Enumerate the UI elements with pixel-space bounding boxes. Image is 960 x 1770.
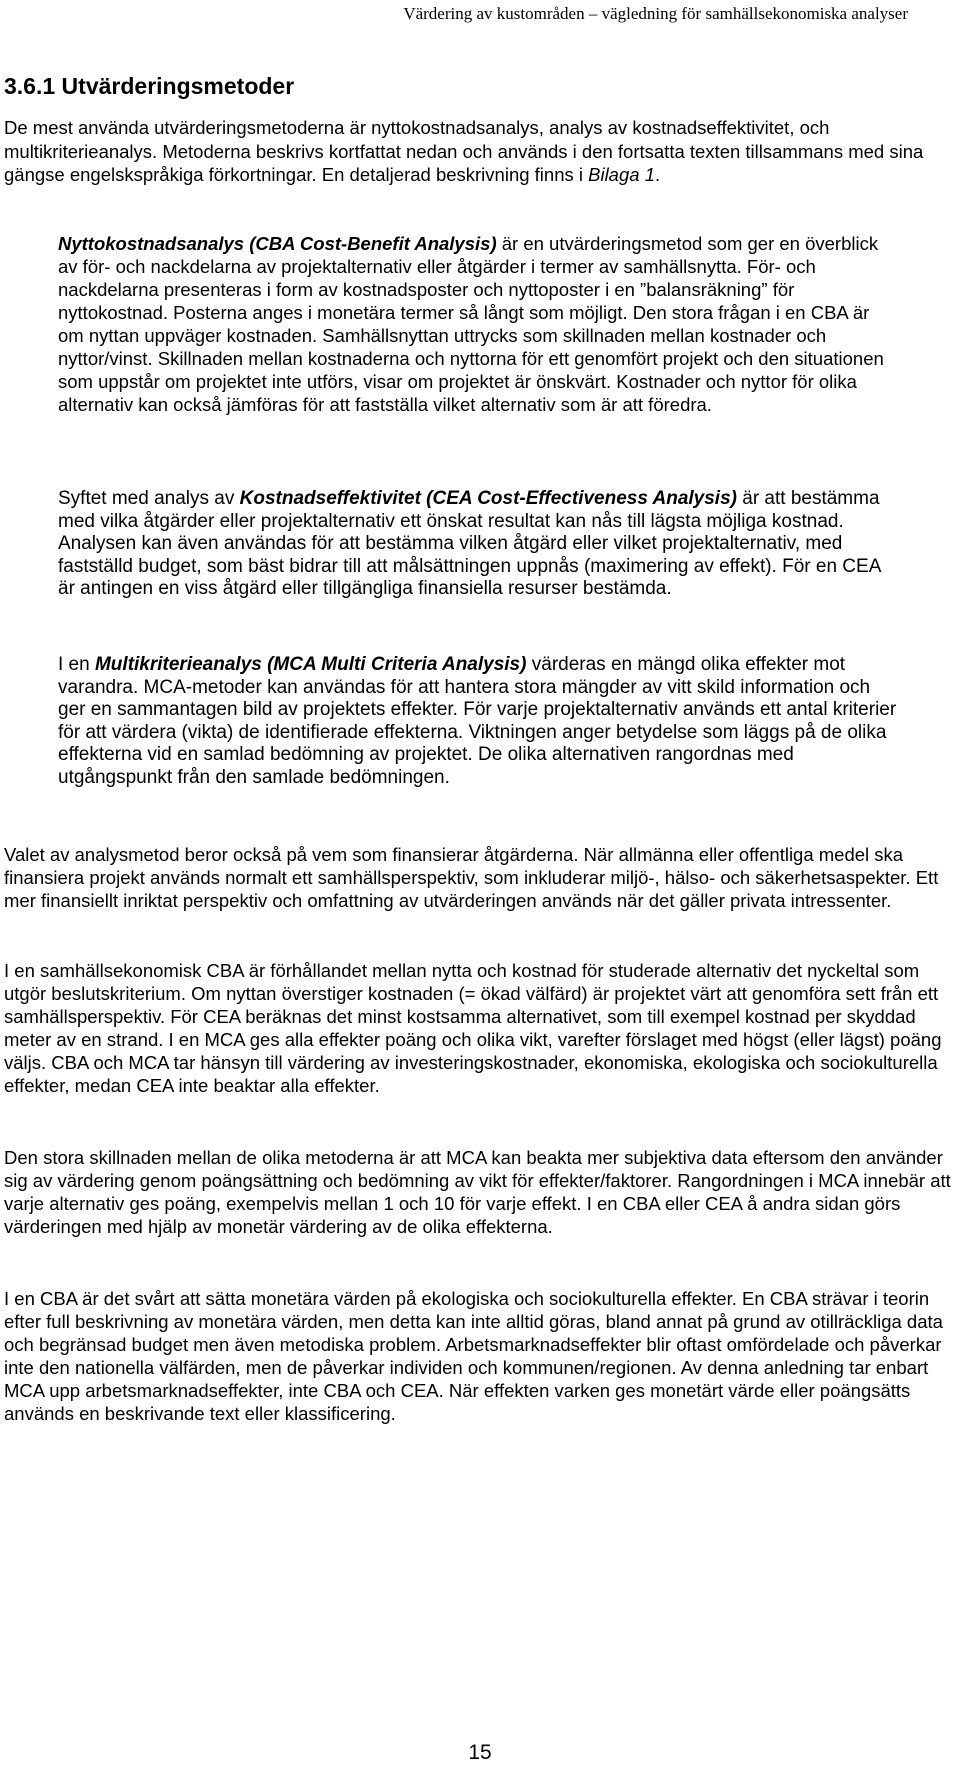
- intro-paragraph: [4, 116, 949, 187]
- section-heading: 3.6.1 Utvärderingsmetoder: [4, 73, 295, 99]
- mca-term: Multikriterieanalys (MCA Multi Criteria Analysis): [94, 654, 527, 675]
- cba-term: Nyttokostnadsanalys (CBA Cost-Benefit Analysis): [58, 233, 497, 254]
- method-difference-paragraph: Den stora skillnaden mellan de olika metoderna är att MCA kan beakta mer subjektiva data eftersom den använder sig av värdering genom poängsättning och bedömning av vikt för effekter/faktorer. Rangordningen i MCA innebär att varje alternativ ges poäng, exempelvis mellan 1 och 10 för varje effekt. I en CBA eller CEA å andra sidan görs värderingen med hjälp av monetär värdering av de olika effekterna.: [4, 1147, 951, 1237]
- mca-paragraph: [58, 654, 898, 789]
- mca-text: värderas en mängd olika effekter mot varandra. MCA-metoder kan användas för att hantera stora mängder av vitt skild information och ger en sammantagen bild av projektets effekter. För varje projektalternativ används ett antal kriterier för att värdera (vikta) de identifierade effekterna. Viktningen anger betydelse som läggs på de olika effekterna vid en samlad bedömning av projektet. De olika alternativen rangordnas med utgångspunkt från den samlade bedömningen.: [58, 654, 897, 788]
- decision-criteria-paragraph: I en samhällsekonomisk CBA är förhållandet mellan nytta och kostnad för studerade alternativ det nyckeltal som utgör beslutskriterium. Om nyttan överstiger kostnaden (= ökad välfärd) är projektet värt att genomföra sett från ett samhällsperspektiv. För CEA beräknas det minst kostsamma alternativet, som till exempel kostnad per skyddad meter av en strand. I en MCA ges alla effekter poäng och olika vikt, varefter förslaget med högst (eller lägst) poäng väljs. CBA och MCA tar hänsyn till värdering av investeringskostnader, ekonomiska, ekologiska och sociokulturella effekter, medan CEA inte beaktar alla effekter.: [4, 960, 942, 1096]
- cea-text: är att bestämma med vilka åtgärder eller projektalternativ ett önskat resultat kan nås till lägsta möjliga kostnad. Analysen kan även användas för att bestämma vilken åtgärd eller vilket projektalternativ, med fastställd budget, som bäst bidrar till att målsättningen uppnås (maximering av effekt). För en CEA är antingen en viss åtgärd eller tillgängliga finansiella resurser bestämda.: [58, 488, 881, 599]
- cba-paragraph: [58, 232, 898, 416]
- page-number: 15: [468, 1741, 492, 1764]
- cea-paragraph: [58, 488, 898, 601]
- financing-paragraph: Valet av analysmetod beror också på vem som finansierar åtgärderna. När allmänna eller offentliga medel ska finansiera projekt används normalt ett samhällsperspektiv, som inkluderar miljö-, hälso- och säkerhetsaspekter. Ett mer finansiellt inriktat perspektiv och omfattning av utvärderingen används när det gäller privata intressenter.: [4, 844, 939, 911]
- intro-end: .: [654, 164, 661, 185]
- cea-term: Kostnadseffektivitet (CEA Cost-Effectiveness Analysis): [239, 488, 737, 509]
- intro-text: De mest använda utvärderingsmetoderna är nyttokostnadsanalys, analys av kostnadseffektivitet, och multikriterieanalys. Metoderna beskrivs kortfattat nedan och används i den fortsatta texten tillsammans med sina gängse engelskspråkiga förkortningar. En detaljerad beskrivning finns i: [4, 117, 924, 185]
- appendix-reference: Bilaga 1: [588, 164, 655, 185]
- cea-lead: Syftet med analys av: [58, 488, 240, 509]
- cba-limitations-paragraph: I en CBA är det svårt att sätta monetära värden på ekologiska och sociokulturella effekter. En CBA strävar i teorin efter full beskrivning av monetära värden, men detta kan inte alltid göras, bland annat på grund av otillräckliga data och begränsad budget men även metodiska problem. Arbetsmarknadseffekter blir oftast omfördelade och påverkar inte den nationella välfärden, men de påverkar individen och kommunen/regionen. Av denna anledning tar enbart MCA upp arbetsmarknadseffekter, inte CBA och CEA. När effekten varken ges monetärt värde eller poängsätts används en beskrivande text eller klassificering.: [4, 1288, 943, 1424]
- mca-lead: I en: [58, 654, 95, 675]
- cba-text: är en utvärderingsmetod som ger en överblick av för- och nackdelarna av projektalternativ eller åtgärder i termer av samhällsnytta. För- och nackdelarna presenteras i form av kostnadsposter och nyttoposter i en ”balansräkning” för nyttokostnad. Posterna anges i monetära termer så långt som möjligt. Den stora frågan i en CBA är om nyttan uppväger kostnaden. Samhällsnyttan uttrycks som skillnaden mellan kostnader och nyttor/vinst. Skillnaden mellan kostnaderna och nyttorna för ett genomfört projekt och den situationen som uppstår om projektet inte utförs, visar om projektet är önskvärt. Kostnader och nyttor för olika alternativ kan också jämföras för att fastställa vilket alternativ som är att föredra.: [58, 233, 884, 415]
- running-header: Värdering av kustområden – vägledning för samhällsekonomiska analyser: [403, 4, 908, 23]
